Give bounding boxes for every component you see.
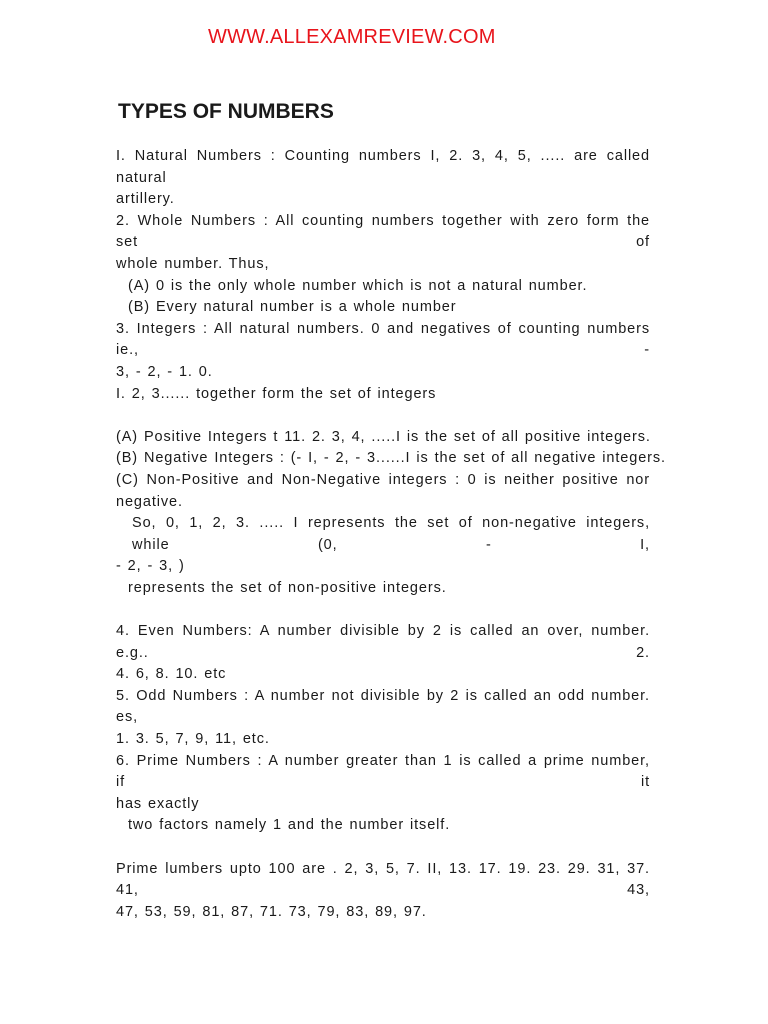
text-line: artillery. [116,191,175,208]
text-line: 5. Odd Numbers : A number not divisible by 2 is called an odd number. es, [116,687,650,726]
text-line: negative. [116,493,183,510]
text-line: (B) Negative Integers : (- I, - 2, - 3......I is the set of all negative integers. [116,450,666,467]
text-line: 2. Whole Numbers : All counting numbers together with zero form the set of [116,212,650,251]
text-line: 1. 3. 5, 7, 9, 11, etc. [116,731,270,748]
site-url-header[interactable]: WWW.ALLEXAMREVIEW.COM [208,26,496,48]
text-line: 47, 53, 59, 81, 87, 71. 73, 79, 83, 89, 97. [116,903,427,920]
text-line: represents the set of non-positive integers. [128,579,447,596]
blank-line [116,837,650,859]
blank-line [116,599,650,621]
text-line: 4. Even Numbers: A number divisible by 2 is called an over, number. e.g.. 2. [116,623,650,661]
text-line: (A) 0 is the only whole number which is not a natural number. [128,277,588,294]
text-line: 3, - 2, - 1. 0. [116,363,213,380]
text-line: two factors namely 1 and the number itself. [128,817,451,834]
text-line: - 2, - 3, ) [116,558,185,575]
page-title: TYPES OF NUMBERS [118,100,334,123]
document-body [116,146,666,923]
text-line: I. 2, 3...... together form the set of integers [116,385,437,402]
text-line: 4. 6, 8. 10. etc [116,666,227,683]
text-line: has exactly [116,795,200,812]
text-line: So, 0, 1, 2, 3. ..... I represents the set of non-negative integers, while (0, - I, [132,515,650,553]
text-line: Prime lumbers upto 100 are . 2, 3, 5, 7. II, 13. 17. 19. 23. 29. 31, 37. 41, 43, [116,860,650,899]
blank-line [116,405,650,427]
text-line: I. Natural Numbers : Counting numbers I, 2. 3, 4, 5, ..... are called natural [116,148,650,186]
text-line: whole number. Thus, [116,255,270,272]
text-line: 6. Prime Numbers : A number greater than 1 is called a prime number, if it [116,752,650,791]
text-line: 3. Integers : All natural numbers. 0 and negatives of counting numbers ie., - [116,320,650,359]
text-line: (C) Non-Positive and Non-Negative integers : 0 is neither positive nor [116,471,650,488]
text-line: (A) Positive Integers t 11. 2. 3, 4, .....I is the set of all positive integers. [116,428,651,445]
text-line: (B) Every natural number is a whole number [128,299,457,316]
